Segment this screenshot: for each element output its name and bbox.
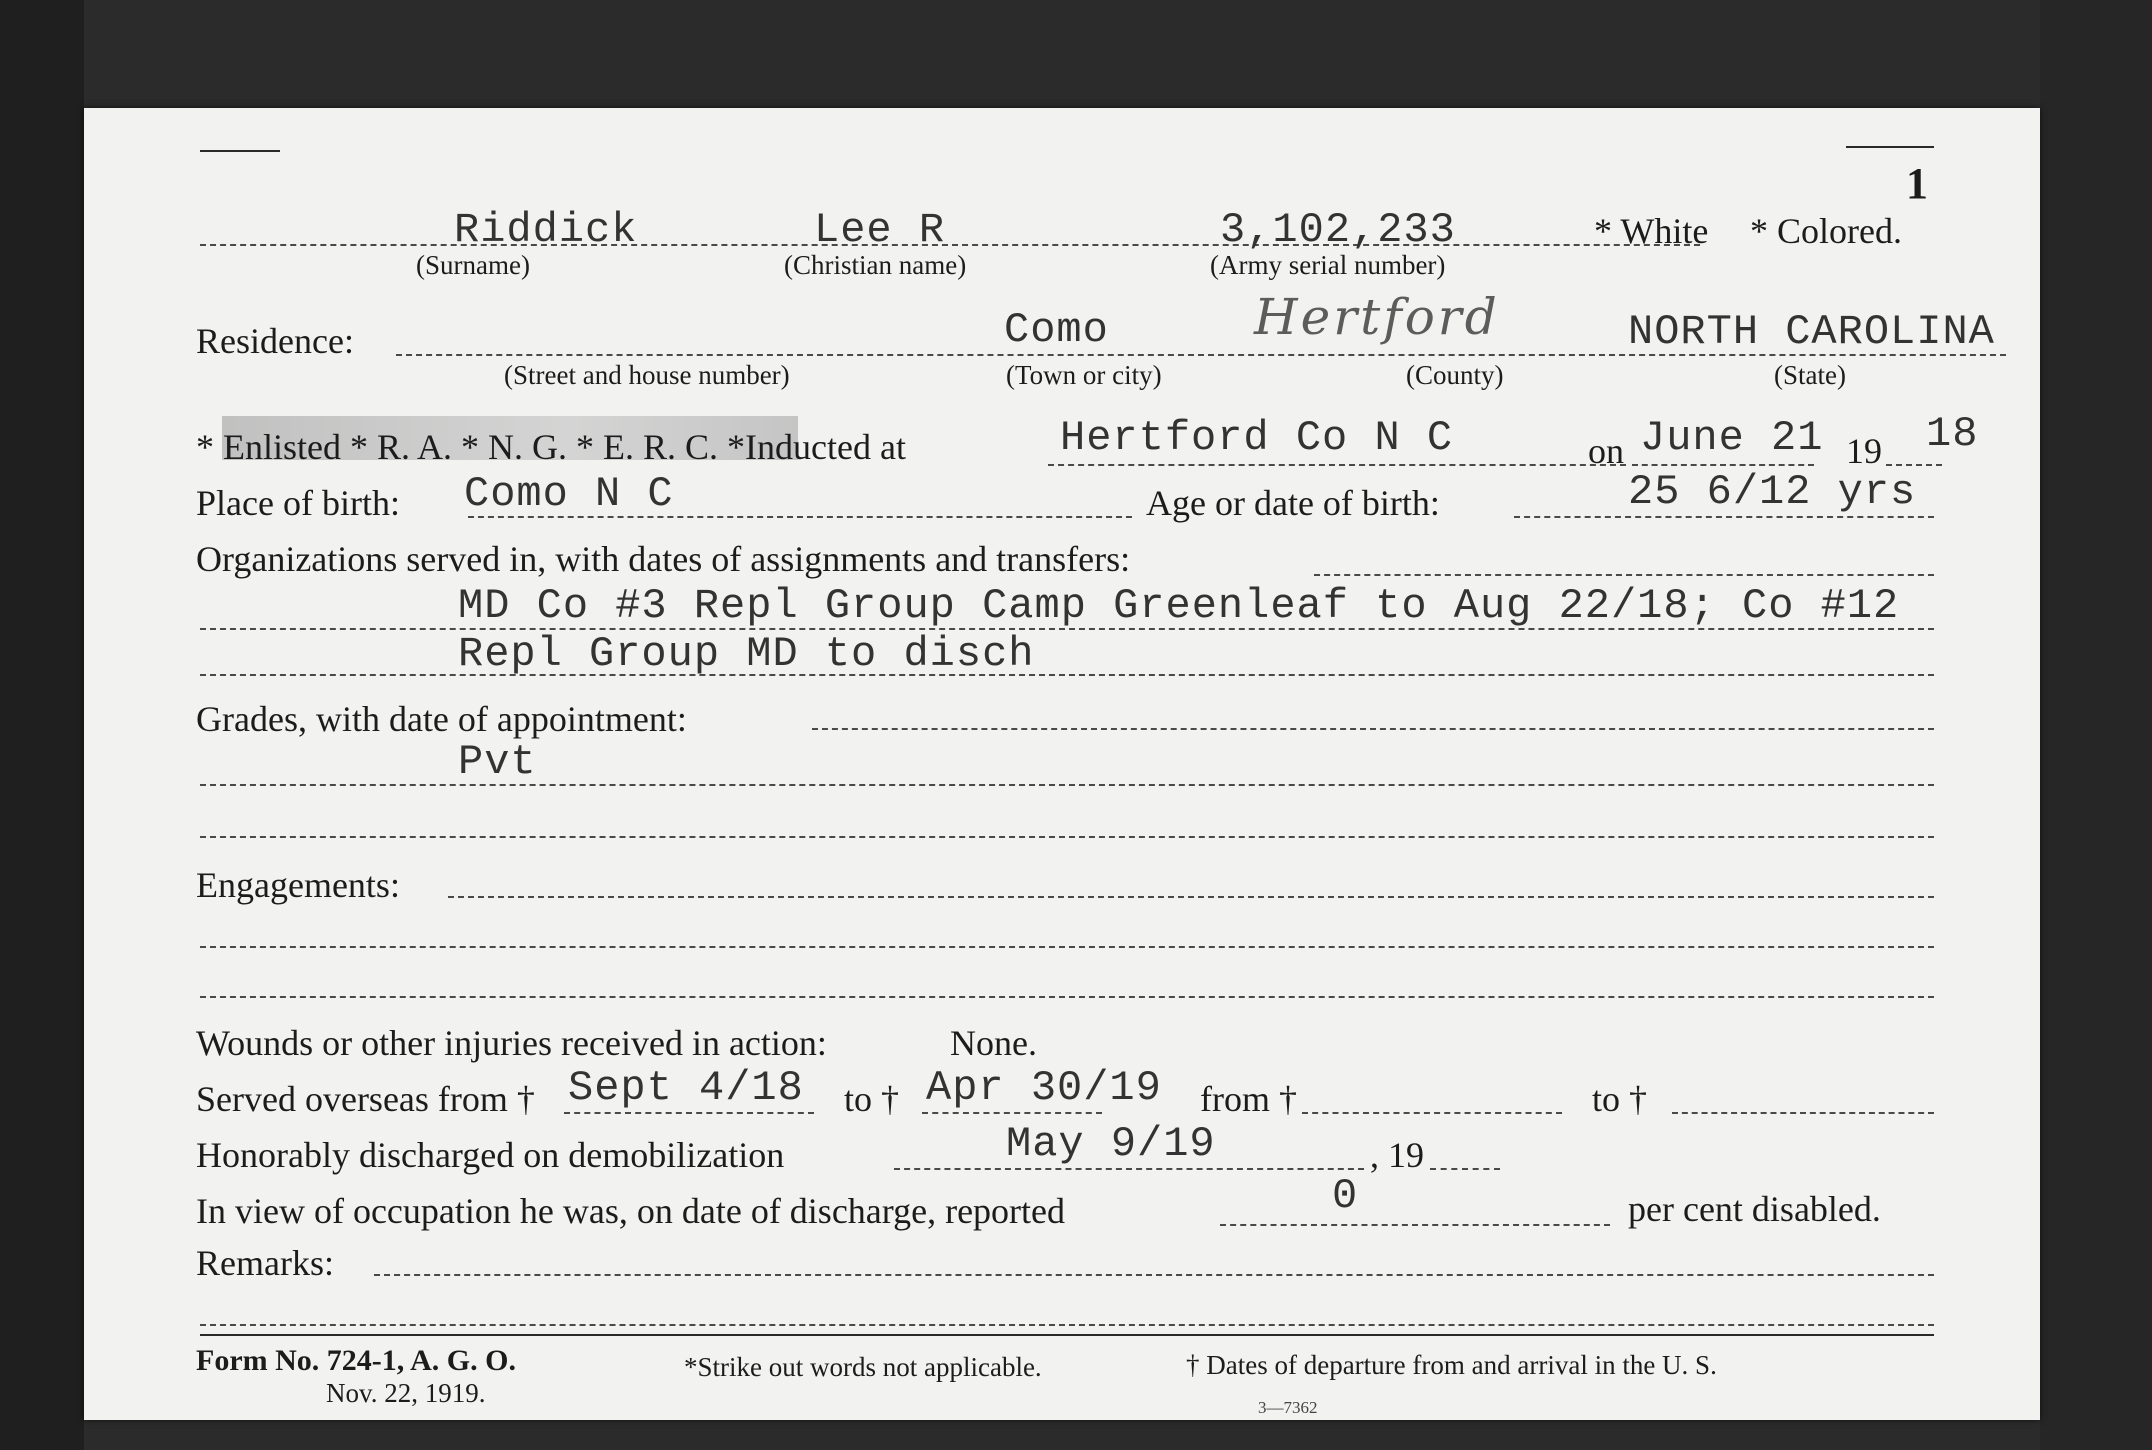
overseas-from-value: Sept 4/18 — [568, 1064, 804, 1112]
christian-name-caption: (Christian name) — [784, 250, 967, 280]
engagements-label: Engagements: — [196, 865, 400, 905]
induction-year-line — [1886, 464, 1942, 466]
engagements-line-0 — [448, 896, 1934, 898]
wounds-label: Wounds or other injuries received in action: — [196, 1023, 827, 1063]
organizations-label: Organizations served in, with dates of assignments and transfers: — [196, 539, 1131, 579]
age-label: Age or date of birth: — [1146, 483, 1440, 523]
wounds-value: None. — [950, 1023, 1037, 1063]
residence-town: Como — [1004, 306, 1109, 354]
footer-rule — [200, 1334, 1934, 1336]
form-date: Nov. 22, 1919. — [326, 1378, 486, 1408]
discharge-label: Honorably discharged on demobilization — [196, 1135, 785, 1175]
induction-year-prefix: 19 — [1846, 431, 1882, 471]
place-of-birth-value: Como N C — [464, 470, 674, 518]
engagements-line-2 — [200, 996, 1934, 998]
grades-line-0 — [812, 728, 1934, 730]
grades-label: Grades, with date of appointment: — [196, 699, 687, 739]
right-background — [2040, 0, 2152, 1450]
footnote-strike: *Strike out words not applicable. — [684, 1352, 1042, 1382]
name-line — [200, 244, 1700, 246]
disability-suffix: per cent disabled. — [1628, 1189, 1881, 1229]
overseas-to-label: to † — [844, 1079, 900, 1119]
form-number: Form No. 724-1, A. G. O. — [196, 1344, 516, 1377]
disability-line — [1220, 1224, 1610, 1226]
induction-place: Hertford Co N C — [1060, 414, 1454, 462]
street-caption: (Street and house number) — [504, 360, 790, 390]
residence-label: Residence: — [196, 321, 354, 361]
race-colored: * Colored. — [1750, 211, 1902, 251]
surname-value: Riddick — [454, 206, 638, 254]
disability-label: In view of occupation he was, on date of discharge, reported — [196, 1191, 1066, 1231]
induction-place-line — [1048, 464, 1626, 466]
age-line — [1514, 516, 1934, 518]
footnote-dates: † Dates of departure from and arrival in the U. S. — [1186, 1350, 1717, 1380]
grades-line-2 — [200, 836, 1934, 838]
county-caption: (County) — [1406, 360, 1504, 390]
overseas-label: Served overseas from † — [196, 1079, 535, 1119]
surname-caption: (Surname) — [416, 250, 530, 280]
induction-year: 18 — [1926, 410, 1979, 458]
residence-county-handwritten: Hertford — [1254, 288, 1500, 346]
overseas-to-line — [922, 1112, 1102, 1114]
serial-number-value: 3,102,233 — [1220, 206, 1456, 254]
organizations-value-1: MD Co #3 Repl Group Camp Greenleaf to Aug 22/18; Co #12 — [458, 582, 1900, 630]
state-caption: (State) — [1774, 360, 1846, 390]
overseas-from2-label: from † — [1200, 1079, 1297, 1119]
christian-name-value: Lee R — [814, 206, 946, 254]
induction-label: * Enlisted * R. A. * N. G. * E. R. C. *Inducted at — [196, 427, 906, 467]
print-code: 3—7362 — [1258, 1398, 1318, 1417]
discharge-date: May 9/19 — [1006, 1120, 1216, 1168]
engagements-line-1 — [200, 946, 1934, 948]
service-record-card — [84, 108, 2040, 1420]
overseas-from-line — [564, 1112, 814, 1114]
top-right-rule — [1846, 146, 1934, 148]
overseas-from2-line — [1302, 1112, 1562, 1114]
page-number: 1 — [1906, 159, 1928, 208]
overseas-to2-label: to † — [1592, 1079, 1648, 1119]
overseas-to-value: Apr 30/19 — [926, 1064, 1162, 1112]
race-white: * White — [1594, 211, 1709, 251]
place-of-birth-label: Place of birth: — [196, 483, 400, 523]
age-value: 25 6/12 yrs — [1628, 468, 1917, 516]
induction-date: June 21 — [1640, 414, 1824, 462]
organizations-value-2: Repl Group MD to disch — [458, 630, 1035, 678]
remarks-line-1 — [200, 1324, 1934, 1326]
induction-on-label: on — [1588, 431, 1624, 471]
discharge-year-line — [1430, 1168, 1500, 1170]
grades-value: Pvt — [458, 738, 537, 786]
overseas-to2-line — [1672, 1112, 1934, 1114]
disability-value: 0 — [1332, 1172, 1359, 1220]
induction-date-line — [1632, 464, 1814, 466]
residence-state: NORTH CAROLINA — [1628, 308, 1995, 356]
left-background — [0, 0, 84, 1450]
remarks-label: Remarks: — [196, 1243, 334, 1283]
town-caption: (Town or city) — [1006, 360, 1162, 390]
organizations-line-0 — [1314, 574, 1934, 576]
top-left-rule — [200, 150, 280, 152]
remarks-line-0 — [374, 1274, 1934, 1276]
discharge-year-suffix: , 19 — [1370, 1135, 1424, 1175]
serial-number-caption: (Army serial number) — [1210, 250, 1446, 280]
discharge-line — [894, 1168, 1364, 1170]
